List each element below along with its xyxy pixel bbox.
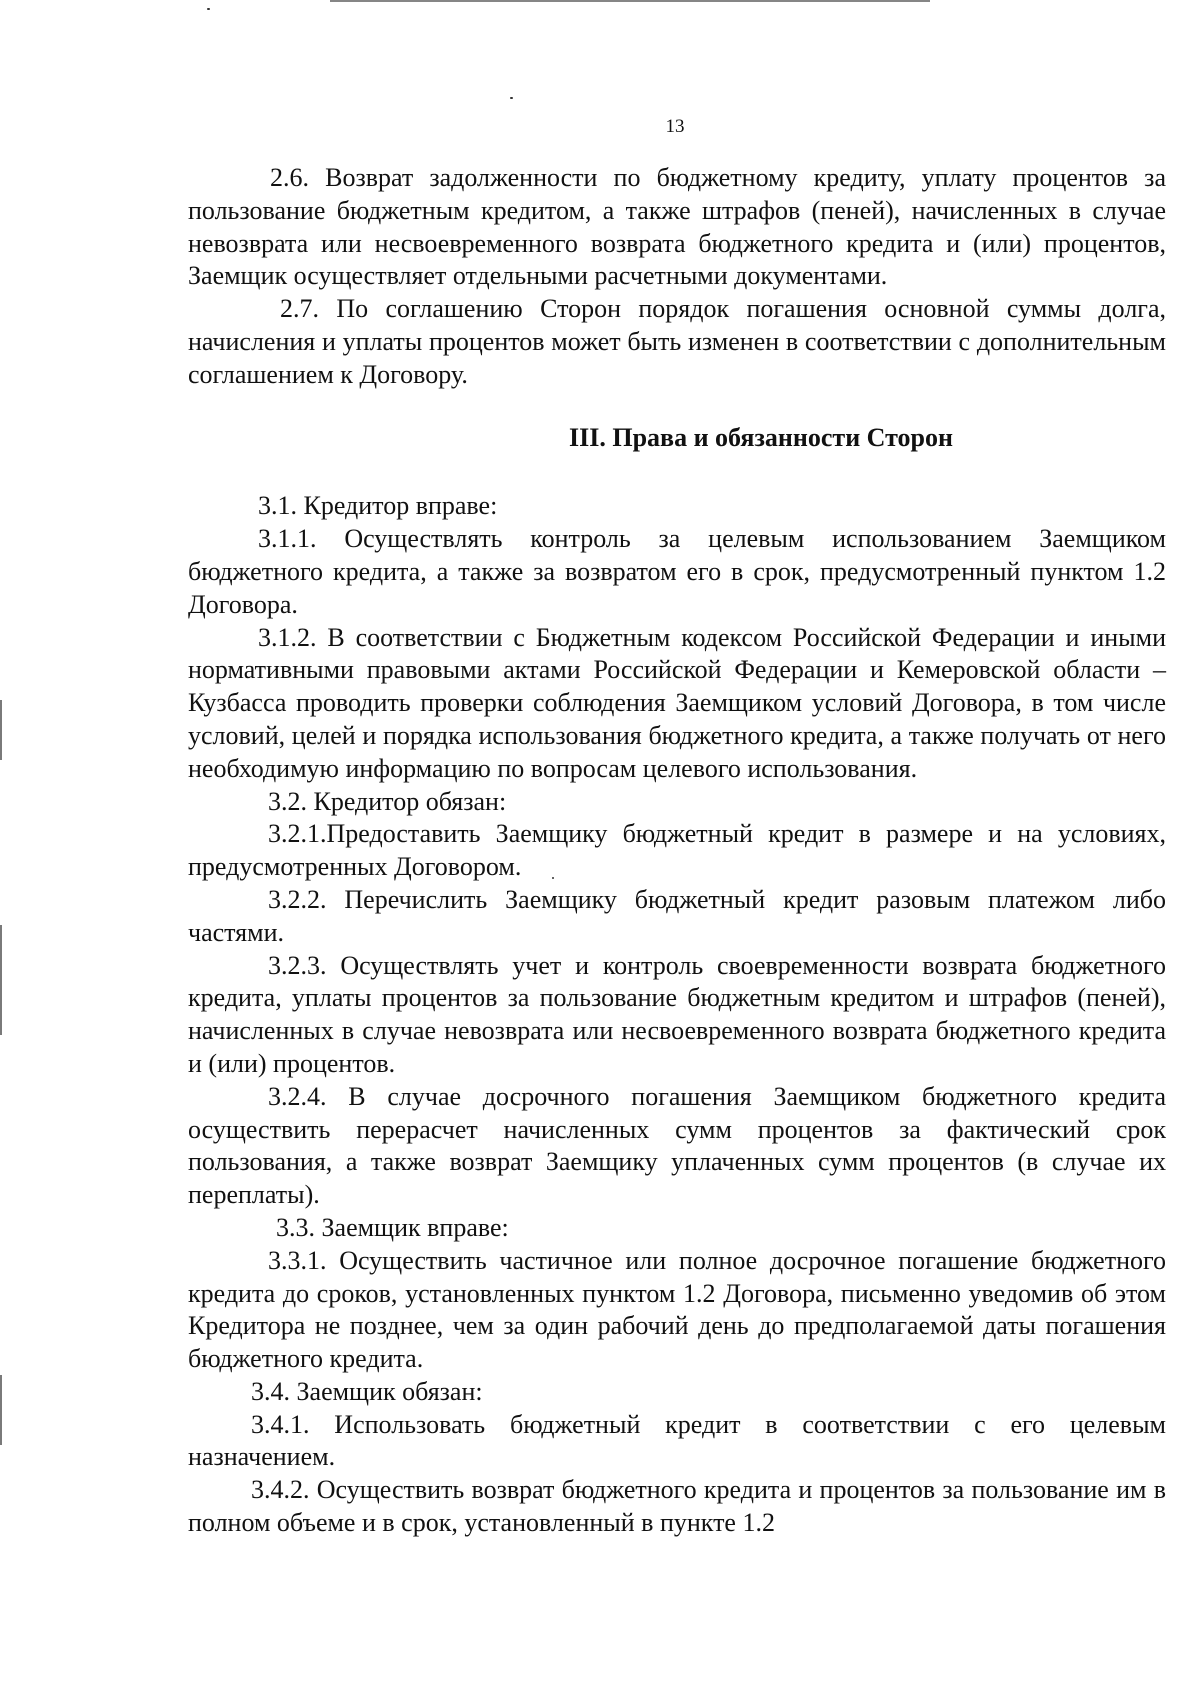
- paragraph-3-2-2: 3.2.2. Перечислить Заемщику бюджетный кредит разовым платежом либо частями.: [188, 884, 1166, 947]
- document-body: [188, 162, 1166, 1540]
- paragraph-3-3: 3.3. Заемщик вправе:: [276, 1212, 509, 1242]
- paragraph-3-3-1: 3.3.1. Осуществить частичное или полное досрочное погашение бюджетного кредита до сроков, установленных пунктом 1.2 Договора, письменно уведомив об этом Кредитора не позднее, чем за один рабочий день до предполагаемой даты погашения бюджетного кредита.: [188, 1245, 1166, 1374]
- paragraph-3-2-1: 3.2.1.Предоставить Заемщику бюджетный кредит в размере и на условиях, предусмотренных Договором.: [188, 819, 1166, 882]
- paragraph-3-2-3: 3.2.3. Осуществлять учет и контроль своевременности возврата бюджетного кредита, уплаты процентов за пользование бюджетным кредитом и штрафов (пеней), начисленных в случае невозврата или несвоевременного возврата бюджетного кредита и (или) процентов.: [188, 950, 1166, 1078]
- scan-artifact-edge-mark: [0, 700, 2, 760]
- paragraph-3-2: 3.2. Кредитор обязан:: [268, 786, 507, 816]
- paragraph-3-4-2: 3.4.2. Осуществить возврат бюджетного кредита и процентов за пользование им в полном объеме и в срок, установленный в пункте 1.2: [188, 1475, 1166, 1538]
- scan-artifact-edge-mark: [0, 1375, 2, 1445]
- paragraph-2-7: 2.7. По соглашению Сторон порядок погашения основной суммы долга, начисления и уплаты процентов может быть изменен в соответствии с дополнительным соглашением к Договору.: [188, 294, 1166, 389]
- paragraph-3-2-4: 3.2.4. В случае досрочного погашения Заемщиком бюджетного кредита осуществить перерасчет начисленных сумм процентов за фактический срок пользования, а также возврат Заемщику уплаченных сумм процентов (в случае их переплаты).: [188, 1081, 1166, 1210]
- paragraph-3-4: 3.4. Заемщик обязан:: [251, 1376, 483, 1406]
- paragraph-3-4-1: 3.4.1. Использовать бюджетный кредит в соответствии с его целевым назначением.: [188, 1409, 1166, 1472]
- paragraph-3-1-2: 3.1.2. В соответствии с Бюджетным кодексом Российской Федерации и иными нормативными правовыми актами Российской Федерации и Кемеровской области – Кузбасса проводить проверки соблюдения Заемщиком условий Договора, в том числе условий, целей и порядка использования бюджетного кредита, а также получать от него необходимую информацию по вопросам целевого использования.: [188, 622, 1166, 783]
- scan-artifact-edge-mark: [0, 925, 2, 1035]
- scan-speck: [207, 8, 210, 10]
- scan-speck: [510, 97, 513, 99]
- paragraph-2-6: 2.6. Возврат задолженности по бюджетному кредиту, уплату процентов за пользование бюджетным кредитом, а также штрафов (пеней), начисленных в случае невозврата или несвоевременного возврата бюджетного кредита и (или) процентов, Заемщик осуществляет отдельными расчетными документами.: [188, 163, 1166, 291]
- paragraph-3-1: 3.1. Кредитор вправе:: [258, 491, 498, 521]
- scan-artifact-top-line: [330, 0, 930, 2]
- section-heading: III. Права и обязанности Сторон: [569, 422, 953, 452]
- paragraph-3-1-1: 3.1.1. Осуществлять контроль за целевым использованием Заемщиком бюджетного кредита, а также за возвратом его в срок, предусмотренный пунктом 1.2 Договора.: [188, 524, 1166, 619]
- page-number: 13: [665, 116, 685, 137]
